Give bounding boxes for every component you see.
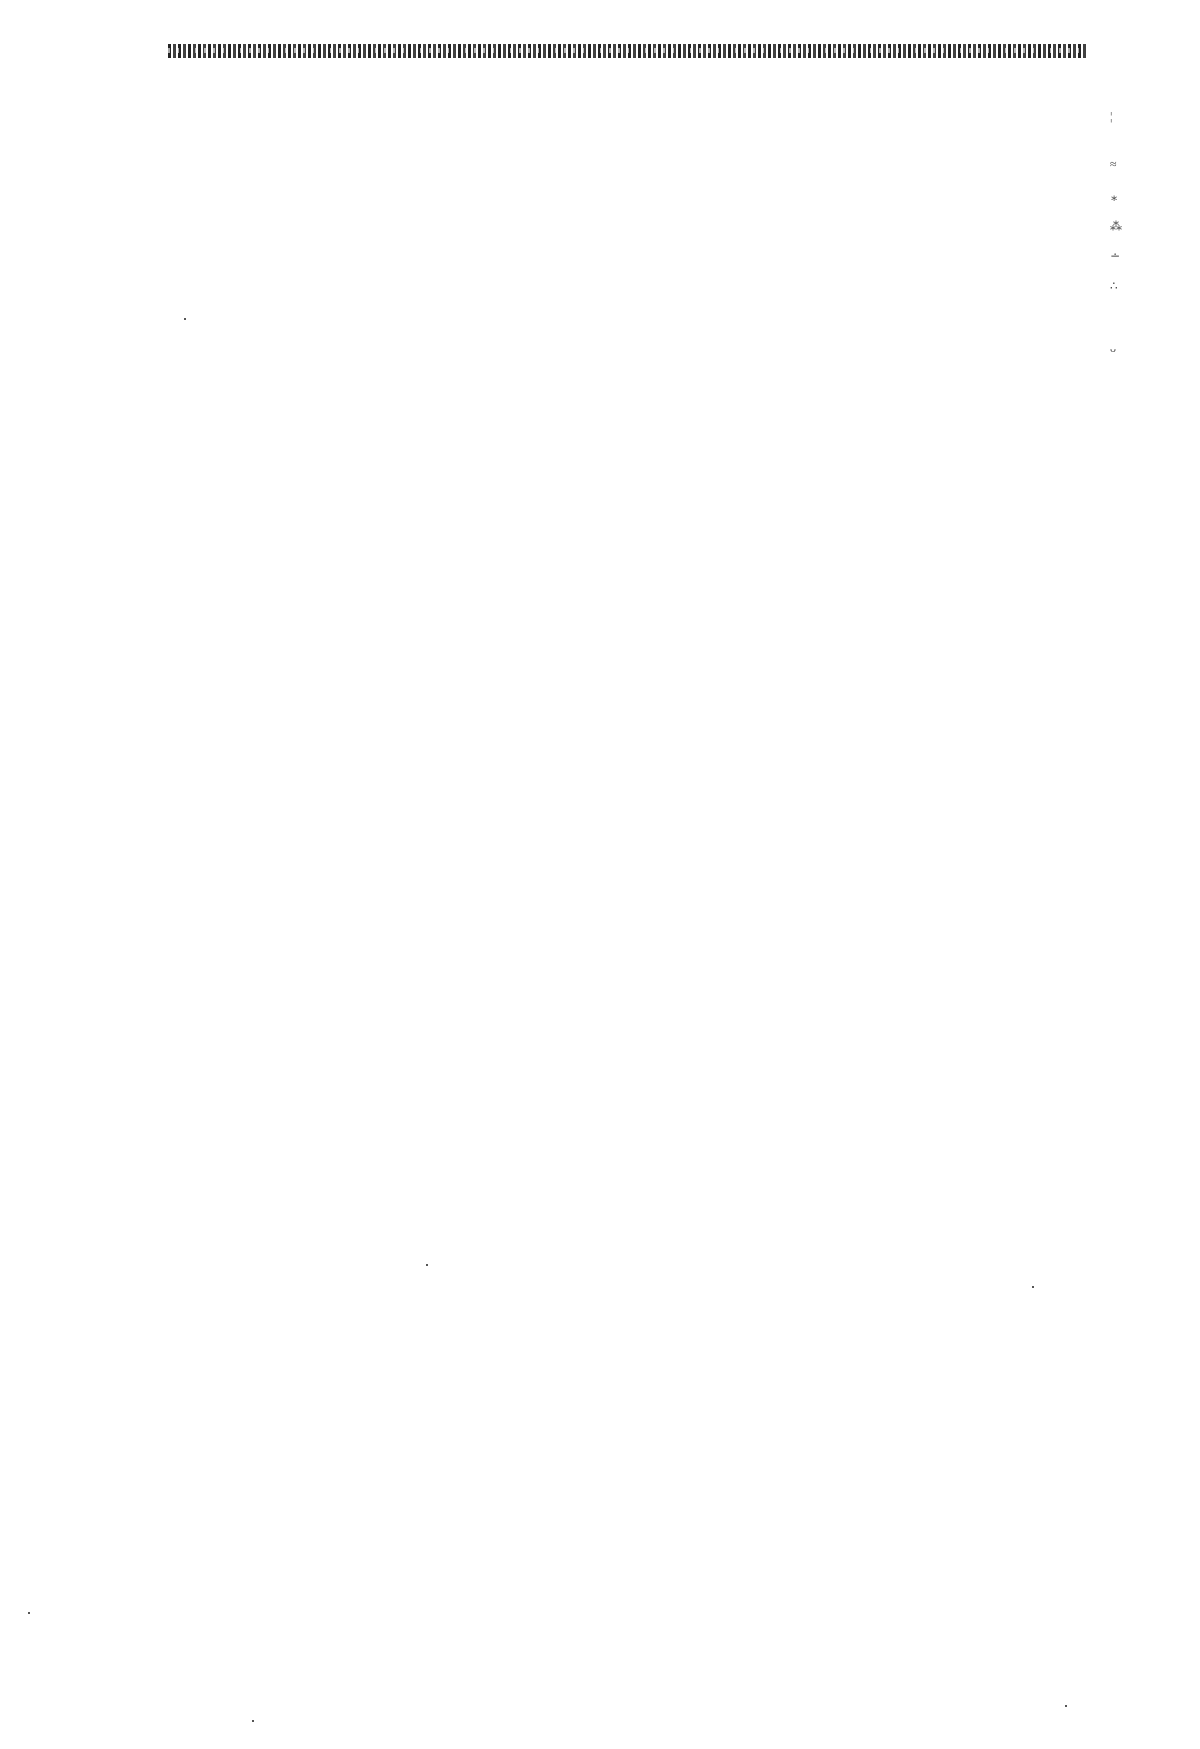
running-header	[168, 22, 1188, 80]
margin-marks: ¦ ≈ ∗ ⁂ ∸ ∴ ᴗ	[1110, 109, 1122, 355]
ornamental-border	[168, 44, 1088, 58]
